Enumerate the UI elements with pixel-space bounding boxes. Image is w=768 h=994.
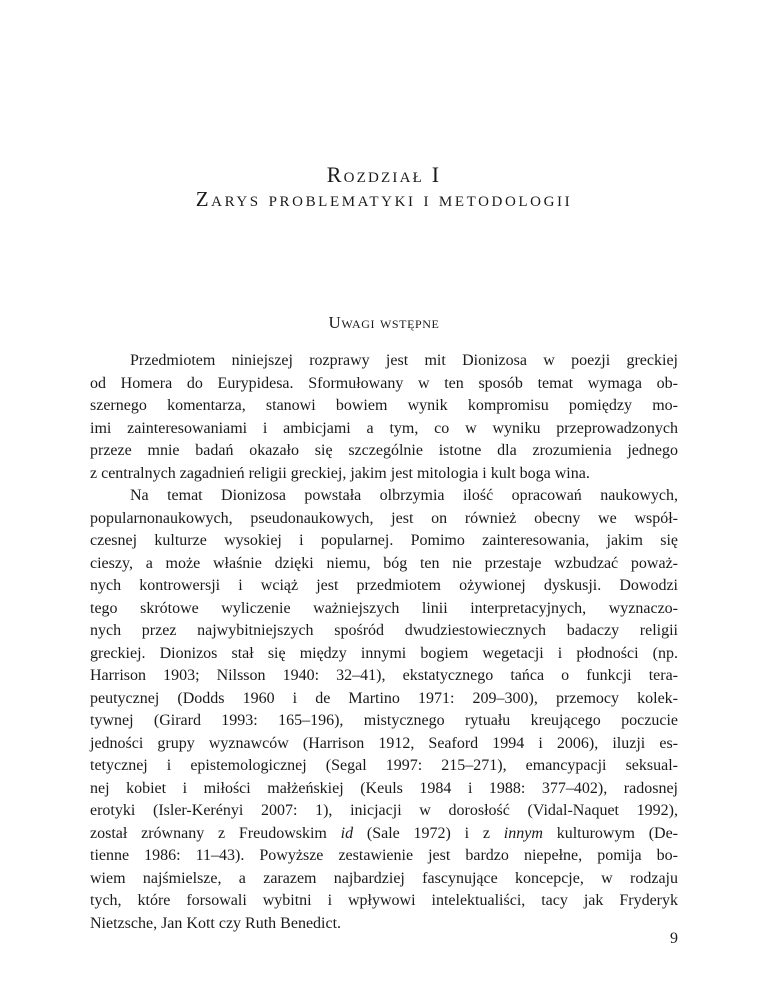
paragraph-2 bbox=[90, 485, 678, 935]
chapter-heading bbox=[0, 162, 768, 212]
page-number: 9 bbox=[670, 930, 678, 947]
text-line: Na temat Dionizosa powstała olbrzymia ilość opracowań naukowych, bbox=[130, 487, 678, 504]
text-line: Przedmiotem niniejszej rozprawy jest mit Dionizosa w poezji greckiej bbox=[130, 352, 678, 369]
body-text bbox=[90, 350, 678, 935]
text-line: peutycznej (Dodds 1960 i de Martino 1971: 209–300), przemocy kolek- bbox=[90, 689, 678, 707]
text-line: tego skrótowe wyliczenie ważniejszych linii interpretacyjnych, wyznaczo- bbox=[90, 599, 678, 617]
text-line: z centralnych zagadnień religii greckiej, jakim jest mitologia i kult boga wina. bbox=[90, 464, 590, 482]
text-line: szernego komentarza, stanowi bowiem wynik kompromisu pomiędzy mo- bbox=[90, 397, 678, 414]
chapter-title: Zarys problematyki i metodologii bbox=[195, 187, 573, 211]
italic-term: id bbox=[340, 824, 354, 842]
text-line: nych przez najwybitniejszych spośród dwudziestowiecznych badaczy religii bbox=[90, 622, 678, 639]
paragraph-1 bbox=[90, 350, 678, 485]
text-line: imi zainteresowaniami i ambicjami a tym, co w wyniku przeprowadzonych bbox=[90, 419, 678, 437]
text-line: został zrównany z Freudowskim id (Sale 1972) i z innym kulturowym (De- bbox=[90, 824, 679, 842]
text-line: czesnej kulturze wysokiej i popularnej. Pomimo zainteresowania, jakim się bbox=[90, 532, 678, 549]
text-line: greckiej. Dionizos stał się między innymi bogiem wegetacji i płodności (np. bbox=[90, 644, 678, 662]
text-line: cieszy, a może właśnie dzięki niemu, bóg ten nie przestaje wzbudzać poważ- bbox=[90, 554, 678, 572]
text-line: wiem najśmielsze, a zarazem najbardziej fascynujące koncepcje, w rodzaju bbox=[90, 869, 678, 887]
text-line: tych, które forsowali wybitni i wpływowi intelektualiści, tacy jak Fryderyk bbox=[90, 892, 678, 909]
text-line: tywnej (Girard 1993: 165–196), mistycznego rytuału kreującego poczucie bbox=[90, 712, 678, 729]
text-line: popularnonaukowych, pseudonaukowych, jest on również obecny we współ- bbox=[90, 509, 678, 527]
text-line: nej kobiet i miłości małżeńskiej (Keuls 1984 i 1988: 377–402), radosnej bbox=[90, 779, 678, 797]
text-line: tetycznej i epistemologicznej (Segal 1997: 215–271), emancypacji seksual- bbox=[90, 757, 678, 774]
text-line: tienne 1986: 11–43). Powyższe zestawienie jest bardzo niepełne, pomija bo- bbox=[90, 847, 678, 864]
text-line: Harrison 1903; Nilsson 1940: 32–41), ekstatycznego tańca o funkcji tera- bbox=[90, 667, 678, 684]
text-line: jedności grupy wyznawców (Harrison 1912, Seaford 1994 i 2006), iluzji es- bbox=[90, 734, 678, 752]
text-line: Nietzsche, Jan Kott czy Ruth Benedict. bbox=[90, 914, 342, 932]
text-line: erotyki (Isler-Kerényi 2007: 1), inicjacji w dorosłość (Vidal-Naquet 1992), bbox=[90, 802, 678, 819]
text-line: nych kontrowersji i wciąż jest przedmiotem ożywionej dyskusji. Dowodzi bbox=[90, 577, 678, 594]
text-line: przeze mnie badań okazało się szczególnie istotne dla zrozumienia jednego bbox=[90, 442, 678, 459]
italic-term: innym bbox=[503, 824, 543, 842]
section-heading: Uwagi wstępne bbox=[328, 313, 440, 332]
chapter-number: Rozdział I bbox=[326, 162, 442, 187]
text-line: od Homera do Eurypidesa. Sformułowany w ten sposób temat wymaga ob- bbox=[90, 374, 678, 392]
